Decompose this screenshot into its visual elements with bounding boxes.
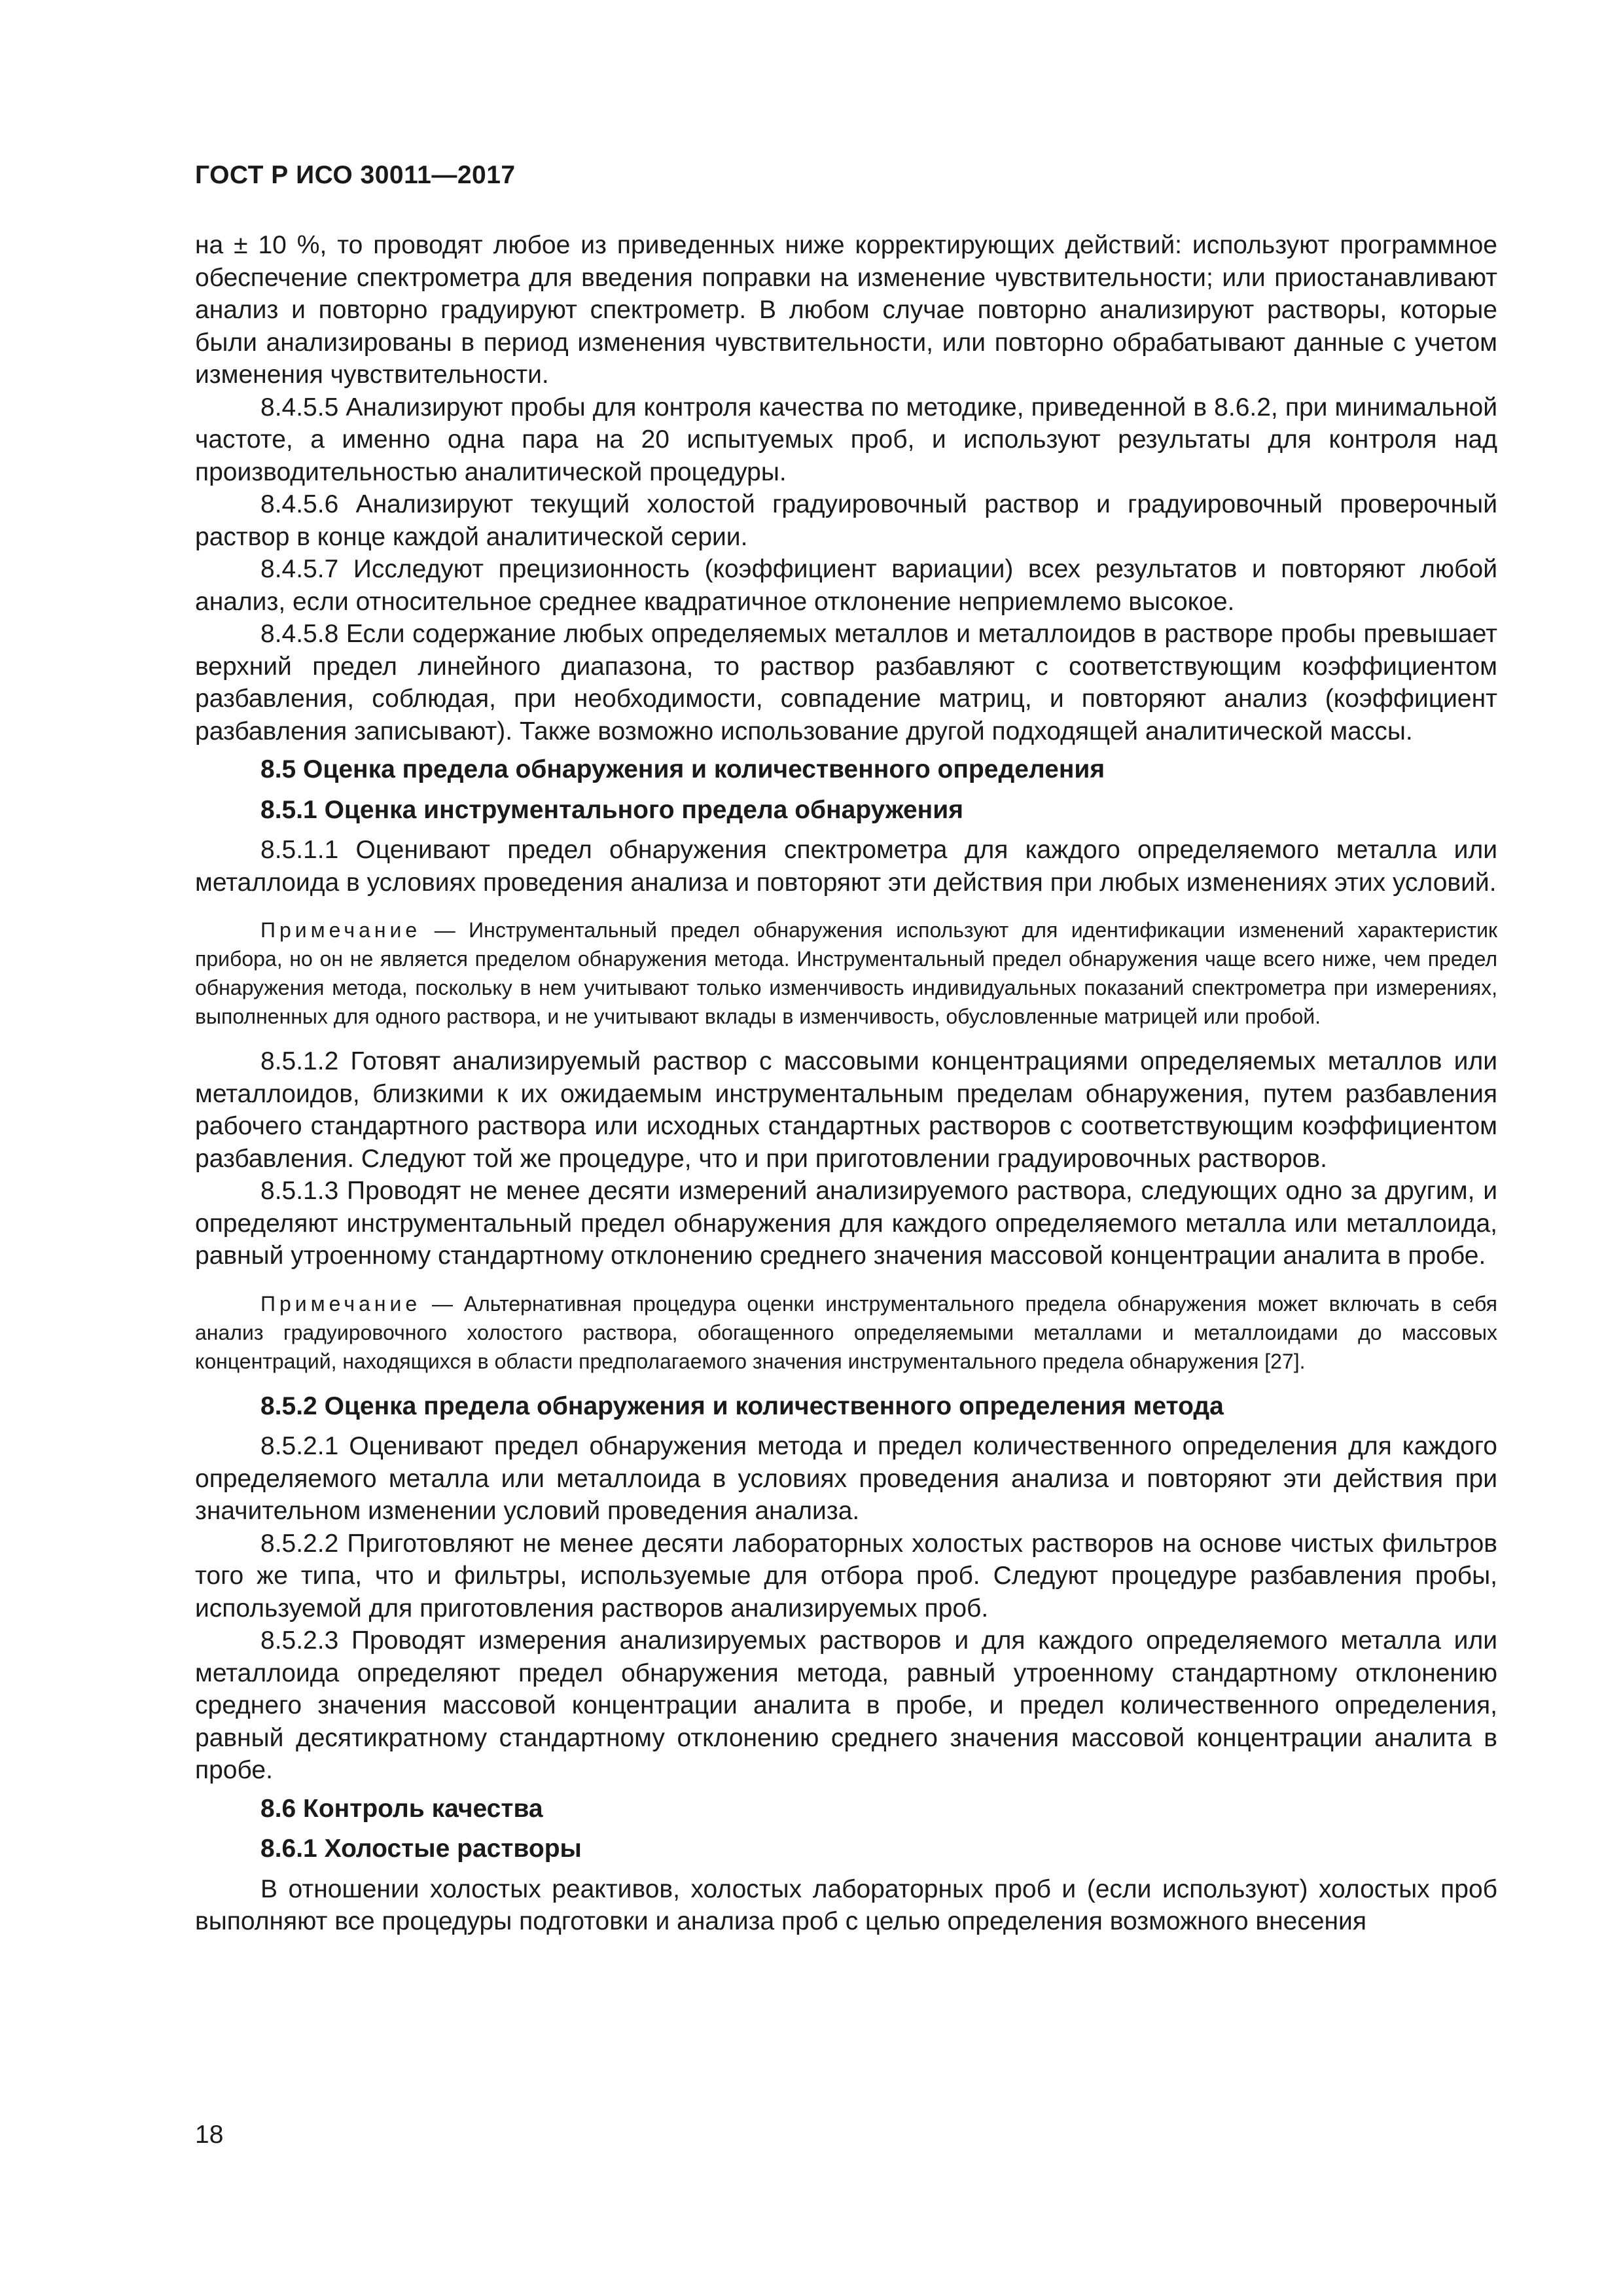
note-2-text: — Альтернативная процедура оценки инструментального предела обнаружения может включать в себя анализ градуировочного холостого раствора, обогащенного определяемыми металлами и металлоидами до массовых концентраций, находящихся в области предполагаемого значения инструментального предела обнаружения [27]. [195, 1291, 1497, 1373]
heading-8-5-2: 8.5.2 Оценка предела обнаружения и количественного определения метода [260, 1391, 1224, 1420]
note-1-label: Примечание [260, 918, 421, 942]
paragraph-8-5-2-3: 8.5.2.3 Проводят измерения анализируемых растворов и для каждого определяемого металла или металлоида определяют предел обнаружения метода, равный утроенному стандартному отклонению среднего значения массовой концентрации аналита в пробе, и предел количественного определения, равный десятикратному стандартному отклонению среднего значения массовой концентрации аналита в пробе. [195, 1626, 1497, 1784]
paragraph-8-5-2-2: 8.5.2.2 Приготовляют не менее десяти лабораторных холостых растворов на основе чистых фильтров того же типа, что и фильтры, используемые для отбора проб. Следуют процедуре разбавления пробы, используемой для приготовления растворов анализируемых проб. [195, 1529, 1497, 1623]
heading-8-6: 8.6 Контроль качества [260, 1794, 543, 1823]
note-1 [195, 916, 1497, 1031]
paragraph-8-6-1: В отношении холостых реактивов, холостых лабораторных проб и (если используют) холостых проб выполняют все процедуры подготовки и анализа проб с целью определения возможного внесения [195, 1874, 1497, 1935]
paragraph-8-4-5-6: 8.4.5.6 Анализируют текущий холостой градуировочный раствор и градуировочный проверочный раствор в конце каждой аналитической серии. [195, 490, 1497, 551]
note-2-label: Примечание [260, 1291, 421, 1316]
paragraph-8-4-5-7: 8.4.5.7 Исследуют прецизионность (коэффициент вариации) всех результатов и повторяют любой анализ, если относительное среднее квадратичное отклонение неприемлемо высокое. [195, 555, 1497, 616]
page-number: 18 [195, 2121, 224, 2149]
paragraph-8-5-1-1: 8.5.1.1 Оценивают предел обнаружения спектрометра для каждого определяемого металла или металлоида в условиях проведения анализа и повторяют эти действия при любых изменениях этих условий. [195, 836, 1497, 897]
document-header-title: ГОСТ Р ИСО 30011—2017 [195, 161, 516, 189]
paragraph-8-5-1-2: 8.5.1.2 Готовят анализируемый раствор с массовыми концентрациями определяемых металлов или металлоидов, близкими к их ожидаемым инструментальным пределам обнаружения, путем разбавления рабочего стандартного раствора или исходных стандартных растворов с соответствующим коэффициентом разбавления. Следуют той же процедуре, что и при приготовлении градуировочных растворов. [195, 1047, 1497, 1173]
heading-8-5-1: 8.5.1 Оценка инструментального предела обнаружения [260, 795, 963, 824]
paragraph-continuation: на ± 10 %, то проводят любое из приведенных ниже корректирующих действий: используют программное обеспечение спектрометра для введения поправки на изменение чувствительности; или приостанавливают анализ и повторно градуируют спектрометр. В любом случае повторно анализируют растворы, которые были анализированы в период изменения чувствительности, или повторно обрабатывают данные с учетом изменения чувствительности. [195, 231, 1497, 389]
paragraph-8-5-2-1: 8.5.2.1 Оценивают предел обнаружения метода и предел количественного определения для каждого определяемого металла или металлоида в условиях проведения анализа и повторяют эти действия при значительном изменении условий проведения анализа. [195, 1432, 1497, 1525]
paragraph-8-5-1-3: 8.5.1.3 Проводят не менее десяти измерений анализируемого раствора, следующих одно за другим, и определяют инструментальный предел обнаружения для каждого определяемого металла или металлоида, равный утроенному стандартному отклонению среднего значения массовой концентрации аналита в пробе. [195, 1177, 1497, 1270]
paragraph-8-4-5-8: 8.4.5.8 Если содержание любых определяемых металлов и металлоидов в растворе пробы превышает верхний предел линейного диапазона, то раствор разбавляют с соответствующим коэффициентом разбавления, соблюдая, при необходимости, совпадение матриц, и повторяют анализ (коэффициент разбавления записывают). Также возможно использование другой подходящей аналитической массы. [195, 620, 1497, 745]
page-content [195, 229, 1497, 1938]
heading-8-6-1: 8.6.1 Холостые растворы [260, 1835, 582, 1863]
heading-8-5: 8.5 Оценка предела обнаружения и количественного определения [260, 755, 1105, 783]
paragraph-8-4-5-5: 8.4.5.5 Анализируют пробы для контроля качества по методике, приведенной в 8.6.2, при минимальной частоте, а именно одна пара на 20 испытуемых проб, и используют результаты для контроля над производительностью аналитической процедуры. [195, 393, 1497, 486]
note-2 [195, 1289, 1497, 1376]
note-1-text: — Инструментальный предел обнаружения используют для идентификации изменений характеристик прибора, но он не является пределом обнаружения метода. Инструментальный предел обнаружения чаще всего ниже, чем предел обнаружения метода, поскольку в нем учитывают только изменчивость индивидуальных показаний спектрометра при измерениях, выполненных для одного раствора, и не учитывают вклады в изменчивость, обусловленные матрицей или пробой. [195, 918, 1497, 1028]
